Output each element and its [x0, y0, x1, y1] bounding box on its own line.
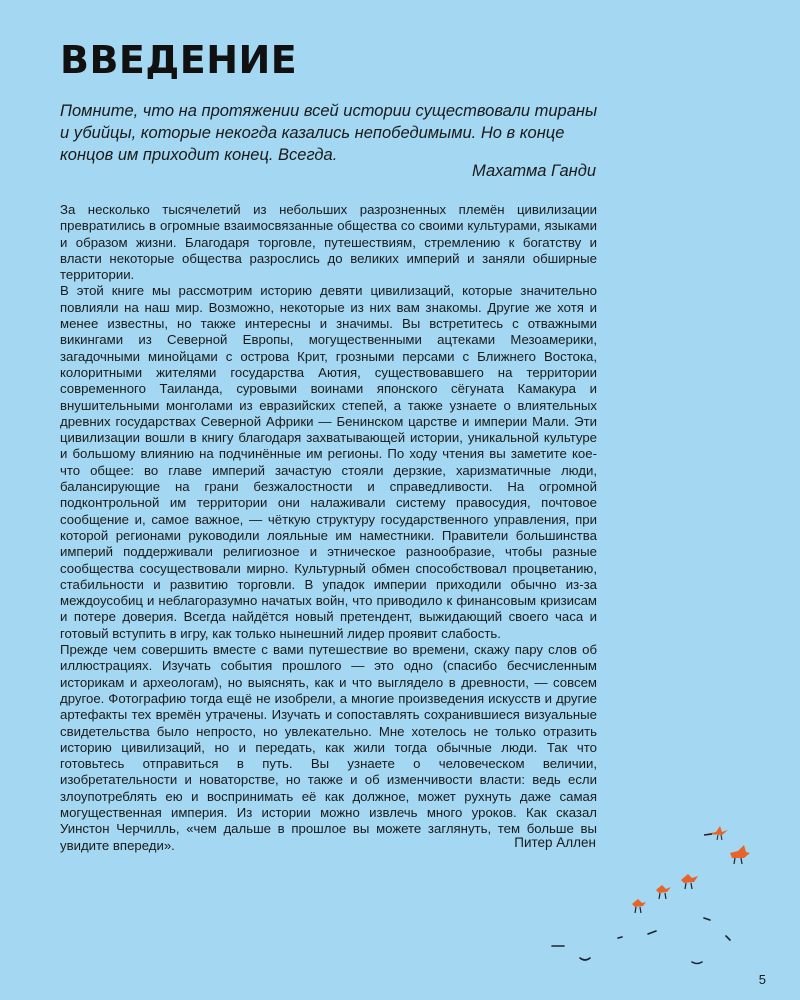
- epigraph-quote: Помните, что на протяжении всей истории существовали тираны и убийцы, которые некогда казались непобедимыми. Но в конце концов им приходит конец. Всегда.: [60, 102, 598, 164]
- bird-icon: [632, 899, 646, 913]
- author-signature: Питер Аллен: [514, 835, 596, 850]
- bird-icon: [656, 885, 671, 899]
- epigraph-author: Махатма Ганди: [472, 162, 596, 180]
- flight-marks: [552, 918, 730, 964]
- paragraph: В этой книге мы рассмотрим историю девяти цивилизаций, которые значительно повлияли на наш мир. Возможно, некоторые из них вам знакомы. Другие же хотя и менее известны, но также интересны и значимы. Вы встретитесь с отважными викингами из Северной Европы, могущественными ацтеками Мезоамерики, загадочными минойцами с острова Крит, грозными персами с Ближнего Востока, колоритными жителями государства Аютия, существовавшего на территории современного Таиланда, суровыми воинами японского сёгуната Камакура и внушительными монголами из евразийских степей, а также узнаете о влиятельных древних государствах Северной Африки — Бенинском царстве и империи Мали. Эти цивилизации вошли в книгу благодаря захватывающей истории, уникальной культуре и большому влиянию на подчинённые им регионы. По ходу чтения вы заметите кое-что общее: во главе империй зачастую стояли дерзкие, харизматичные люди, балансирующие на грани безжалостности и справедливости. На огромной подконтрольной им территории они налаживали систему правосудия, почтовое сообщение и, самое важное, — чёткую структуру государственного управления, при которой регионами руководили лояльные им наместники. Правители большинства империй поддерживали религиозное и этническое разнообразие, чтобы разные сообщества сосуществовали мирно. Культурный обмен способствовал процветанию, стабильности и развитию торговли. В упадок империи приходили обычно из-за междоусобиц и неблагоразумно начатых войн, что приводило к финансовым кризисам и потере доверия. Всегда найдётся новый претендент, выжидающий своего часа и готовый вступить в игру, как только нынешний лидер проявит слабость.: [60, 283, 597, 641]
- page-title: ВВЕДЕНИЕ: [60, 38, 298, 82]
- bird-icon: [730, 845, 750, 864]
- paragraph: Прежде чем совершить вместе с вами путешествие во времени, скажу пару слов об иллюстрациях. Изучать события прошлого — это одно (спасибо бесчисленным историкам и археологам), но выяснять, как и что выглядело в древности, — совсем другое. Фотографию тогда ещё не изобрели, а многие произведения искусств и другие артефакты тех времён утрачены. Изучать и сопоставлять сохранившиеся визуальные свидетельства было непросто, но увлекательно. Мне хотелось не только отразить историю цивилизаций, но и передать, как жили тогда обычные люди. Так что готовьтесь отправиться в путь. Вы узнаете о человеческом величии, изобретательности и новаторстве, но также и об изменчивости власти: ведь если злоупотреблять ею и воспринимать её как должное, может рухнуть даже самая могущественная империя. Из истории можно извлечь много уроков. Как сказал Уинстон Черчилль, «чем дальше в прошлое вы можете заглянуть, тем больше вы увидите впереди».: [60, 642, 597, 853]
- page-number: 5: [758, 972, 766, 987]
- bird-icon: [681, 874, 698, 889]
- paragraph: За несколько тысячелетий из небольших разрозненных племён цивилизации превратились в огромные взаимосвязанные общества со своими культурами, языками и образом жизни. Благодаря торговле, путешествиям, стремлению к богатству и власти некоторые общества разрослись до великих империй и заняли обширные территории.: [60, 202, 597, 283]
- bird-icon: [704, 826, 728, 840]
